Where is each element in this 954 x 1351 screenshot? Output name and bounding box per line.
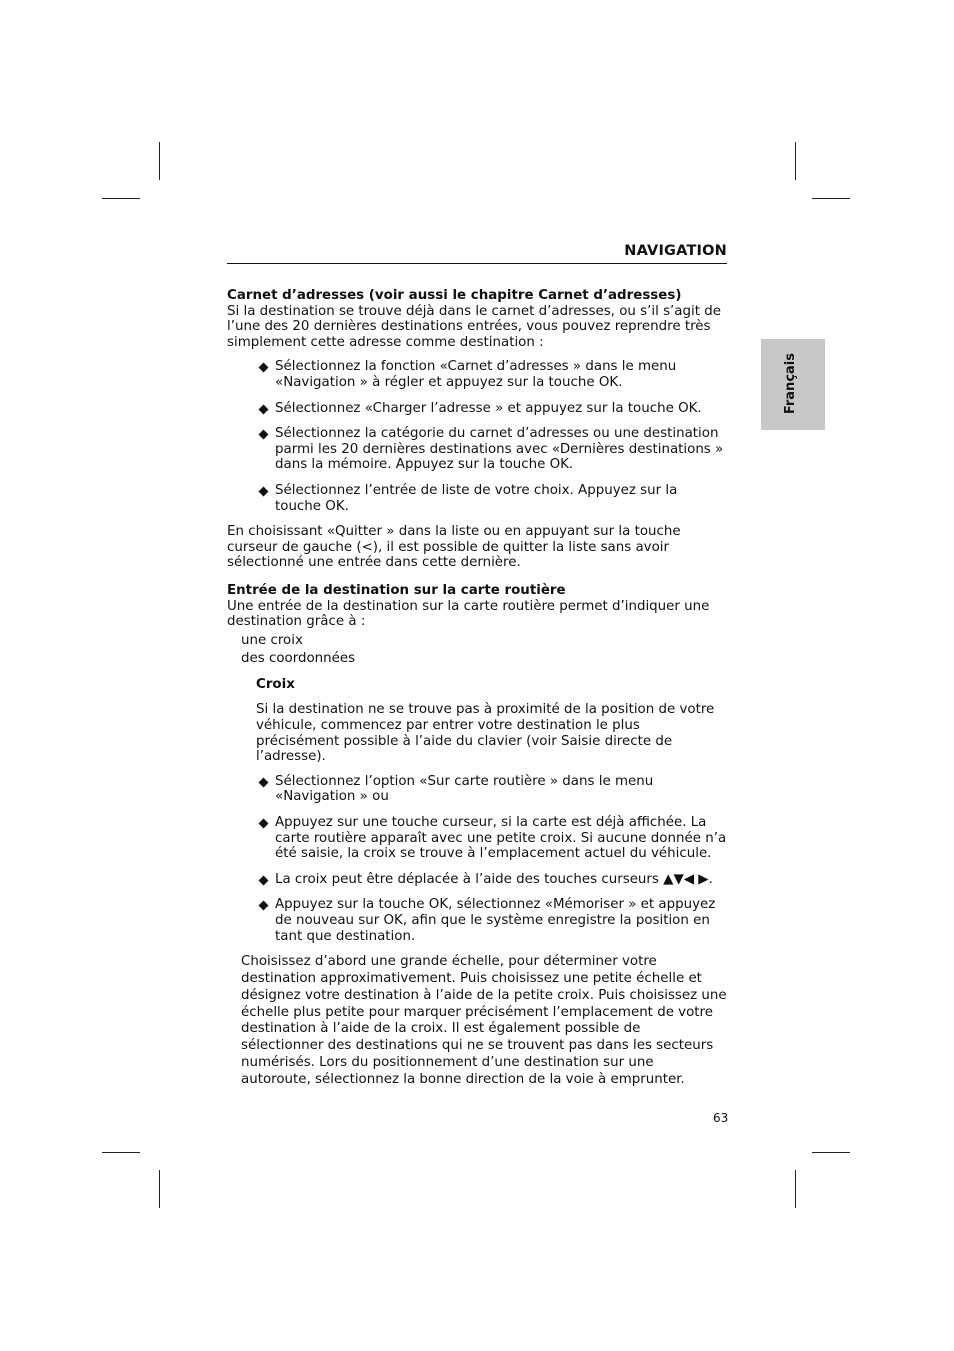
- sub-intro: Si la destination ne se trouve pas à proximité de la position de votre véhicule, commencez par entrer votre destination le plus précisément possible à l’aide du clavier (voir Saisie directe de l’adresse).: [256, 702, 715, 765]
- section-heading-address-book: Carnet d’adresses (voir aussi le chapitre Carnet d’adresses): [227, 288, 682, 303]
- crop-mark: [812, 198, 850, 199]
- page-content: [227, 288, 727, 1089]
- crop-mark: [159, 1170, 160, 1208]
- crop-mark: [795, 1170, 796, 1208]
- crop-mark: [102, 1152, 140, 1153]
- list-item: Appuyez sur la touche OK, sélectionnez «Mémoriser » et appuyez de nouveau sur OK, afin que le système enregistre la position en tant que destination.: [275, 897, 727, 944]
- list-item: Sélectionnez «Charger l’adresse » et appuyez sur la touche OK.: [275, 401, 727, 417]
- page-header-title: NAVIGATION: [624, 243, 727, 259]
- bullet-list: [227, 774, 727, 944]
- list-item: La croix peut être déplacée à l’aide des touches curseurs ▲▼◀ ▶.: [275, 872, 727, 888]
- list-item: Sélectionnez l’option «Sur carte routière » dans le menu «Navigation » ou: [275, 774, 727, 805]
- closing-paragraph: Choisissez d’abord une grande échelle, pour déterminer votre destination approximativement. Puis choisissez une petite échelle et désignez votre destination à l’aide de la petite croix. Puis choisissez une échelle plus petite pour marquer précisément l’emplacement de votre destination à l’aide de la croix. Il est également possible de sélectionner des destinations qui ne se trouvent pas dans les secteurs numérisés. Lors du positionnement d’une destination sur une autoroute, sélectionnez la bonne direction de la voie à emprunter.: [241, 954, 727, 1087]
- sub-heading-cross: Croix: [256, 676, 295, 692]
- header-rule: [227, 263, 727, 264]
- section-intro: Si la destination se trouve déjà dans le carnet d’adresses, ou s’il s’agit de l’une des 20 dernières destinations entrées, vous pouvez reprendre très simplement cette adresse comme destination :: [227, 303, 721, 350]
- crop-mark: [795, 142, 796, 180]
- list-item: Sélectionnez la catégorie du carnet d’adresses ou une destination parmi les 20 dernières destinations avec «Dernières destinations » dans la mémoire. Appuyez sur la touche OK.: [275, 426, 727, 473]
- language-tab: [761, 339, 825, 430]
- option-item: une croix: [241, 632, 303, 648]
- language-tab-label: Français: [783, 353, 798, 415]
- crop-mark: [812, 1152, 850, 1153]
- list-item: Appuyez sur une touche curseur, si la carte est déjà affichée. La carte routière apparaît avec une petite croix. Si aucune donnée n’a été saisie, la croix se trouve à l’emplacement actuel du véhicule.: [275, 815, 727, 862]
- list-item: Sélectionnez la fonction «Carnet d’adresses » dans le menu «Navigation » à régler et appuyez sur la touche OK.: [275, 359, 727, 390]
- section-heading-map-entry: Entrée de la destination sur la carte routière: [227, 582, 566, 598]
- crop-mark: [159, 142, 160, 180]
- list-item: Sélectionnez l’entrée de liste de votre choix. Appuyez sur la touche OK.: [275, 483, 727, 514]
- section-intro: Une entrée de la destination sur la carte routière permet d’indiquer une destination grâce à :: [227, 598, 710, 630]
- bullet-list: [227, 359, 727, 514]
- section-outro: En choisissant «Quitter » dans la liste ou en appuyant sur la touche curseur de gauche (<), il est possible de quitter la liste sans avoir sélectionné une entrée dans cette dernière.: [227, 524, 681, 571]
- option-item: des coordonnées: [241, 651, 356, 667]
- crop-mark: [102, 198, 140, 199]
- page-number: 63: [713, 1111, 729, 1125]
